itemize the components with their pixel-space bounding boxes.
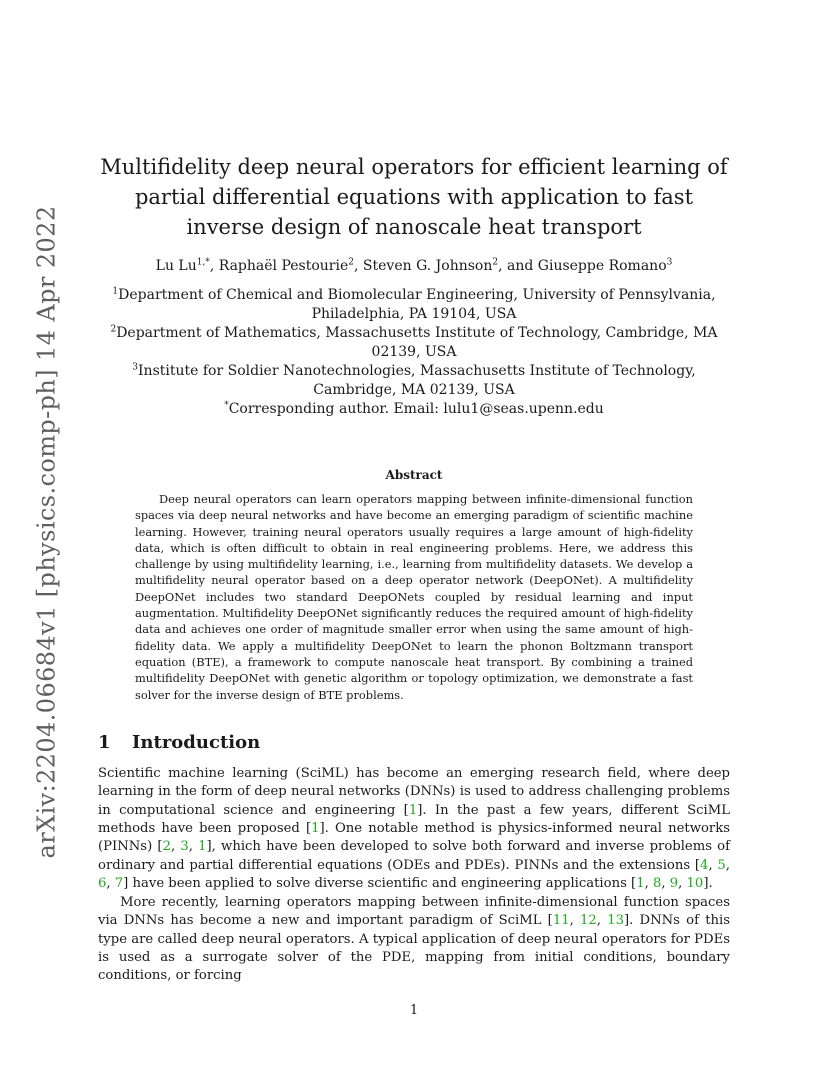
affiliation-text: Department of Mathematics, Massachusetts Institute of Technology, Cambridge, MA 02139, USA bbox=[116, 325, 718, 360]
author-list bbox=[98, 256, 730, 276]
paragraph-text: ]. One notable method is physics-informed neural networks (PINNs) [ bbox=[98, 821, 730, 855]
paragraph-text: , bbox=[596, 913, 608, 929]
citation-link[interactable]: 8 bbox=[652, 876, 662, 892]
intro-paragraph-2 bbox=[98, 894, 730, 986]
author-affiliation-mark: 1,* bbox=[196, 257, 210, 268]
citation-link[interactable]: 6 bbox=[98, 876, 107, 892]
abstract-heading: Abstract bbox=[385, 468, 443, 482]
citation-link[interactable]: 1 bbox=[636, 876, 645, 892]
arxiv-identifier bbox=[26, 205, 66, 859]
paper-page bbox=[98, 0, 730, 986]
citation-link[interactable]: 4 bbox=[700, 857, 709, 873]
affiliation-text: Department of Chemical and Biomolecular Engineering, University of Pennsylvania, Philadelphia, PA 19104, USA bbox=[118, 287, 716, 322]
affiliation-text: Corresponding author. Email: lulu1@seas.upenn.edu bbox=[228, 401, 604, 417]
affiliation bbox=[98, 362, 730, 400]
paragraph-text: , bbox=[678, 876, 687, 892]
paragraph-text: More recently, learning operators mapping between infinite-dimensional function spaces via DNNs has become a new and important paradigm of SciML [ bbox=[98, 894, 730, 929]
paragraph-text: ]. In the past a few years, different SciML methods have been proposed [ bbox=[98, 802, 730, 837]
author-name: Raphaël Pestourie bbox=[218, 258, 349, 274]
citation-link[interactable]: 1 bbox=[198, 839, 207, 855]
abstract-body: Deep neural operators can learn operators mapping between infinite-dimensional function spaces via deep neural networks and have become an emerging paradigm of scientific machine learning. However, training neural operators usually requires a large amount of high-fidelity data, which is often difficult to obtain in real engineering problems. Here, we address this challenge by using multifidelity learning, i.e., learning from multifidelity datasets. We develop a multifidelity neural operator based on a deep operator network (DeepONet). A multifidelity DeepONet includes two standard DeepONets coupled by residual learning and input augmentation. Multifidelity DeepONet significantly reduces the required amount of high-fidelity data and achieves one order of magnitude smaller error when using the same amount of high-fidelity data. We apply a multifidelity DeepONet to learn the phonon Boltzmann transport equation (BTE), a framework to compute nanoscale heat transport. By combining a trained multifidelity DeepONet with genetic algorithm or topology optimization, we demonstrate a fast solver for the inverse design of BTE problems. bbox=[135, 492, 693, 702]
citation-link[interactable]: 9 bbox=[669, 876, 679, 892]
intro-paragraph-1 bbox=[98, 765, 730, 894]
author-separator: , and bbox=[498, 258, 538, 274]
author-affiliation-mark: 2 bbox=[348, 257, 354, 268]
paragraph-text: , bbox=[708, 857, 718, 873]
affiliation bbox=[98, 400, 730, 419]
paragraph-text: , bbox=[188, 839, 199, 855]
citation-link[interactable]: 1 bbox=[408, 802, 418, 818]
page-number: 1 bbox=[409, 1003, 419, 1018]
section-heading bbox=[98, 731, 730, 755]
paper-title: Multifidelity deep neural operators for efficient learning of partial differential equations with application to fast inverse design of nanoscale heat transport bbox=[100, 155, 728, 239]
affiliation-list bbox=[98, 286, 730, 419]
affiliation bbox=[98, 324, 730, 362]
citation-link[interactable]: 2 bbox=[162, 839, 171, 855]
citation-link[interactable]: 5 bbox=[717, 857, 726, 873]
paragraph-text: ]. DNNs of this type are called deep neural operators. A typical application of deep neural operators for PDEs is used as a surrogate solver of the PDE, mapping from initial conditions, boundary conditions, or forcing bbox=[98, 913, 730, 984]
citation-link[interactable]: 12 bbox=[580, 913, 597, 929]
citation-link[interactable]: 10 bbox=[686, 876, 704, 892]
author-separator: , bbox=[209, 258, 219, 274]
citation-link[interactable]: 1 bbox=[311, 821, 320, 837]
affiliation-mark: 2 bbox=[110, 324, 117, 335]
author-name: Giuseppe Romano bbox=[537, 258, 667, 274]
paragraph-text: , bbox=[725, 857, 730, 873]
author-name: Steven G. Johnson bbox=[362, 258, 493, 274]
section-title: Introduction bbox=[132, 731, 261, 753]
citation-link[interactable]: 3 bbox=[180, 839, 189, 855]
affiliation-mark: 3 bbox=[132, 362, 139, 373]
affiliation-mark: 1 bbox=[112, 286, 119, 297]
paragraph-text: , bbox=[661, 876, 670, 892]
paragraph-text: ], which have been developed to solve both forward and inverse problems of ordinary and partial differential equations (ODEs and PDEs). PINNs and the extensions [ bbox=[98, 839, 731, 873]
author-separator: , bbox=[354, 258, 363, 274]
citation-link[interactable]: 13 bbox=[607, 913, 624, 929]
paragraph-text: , bbox=[170, 839, 181, 855]
paragraph-text: , bbox=[644, 876, 653, 892]
citation-link[interactable]: 11 bbox=[552, 913, 570, 929]
author-affiliation-mark: 3 bbox=[666, 257, 673, 268]
affiliation-text: Institute for Soldier Nanotechnologies, Massachusetts Institute of Technology, Cambridge, MA 02139, USA bbox=[138, 363, 696, 398]
paragraph-text: , bbox=[569, 913, 581, 929]
paragraph-text: , bbox=[106, 876, 115, 892]
affiliation-mark: * bbox=[224, 400, 229, 411]
section-number: 1 bbox=[98, 731, 111, 753]
paragraph-text: Scientific machine learning (SciML) has become an emerging research field, where deep learning in the form of deep neural networks (DNNs) is used to address challenging problems in computational science and engineering [ bbox=[98, 765, 730, 818]
arxiv-identifier-text: arXiv:2204.06684v1 [physics.comp-ph] 14 Apr 2022 bbox=[32, 205, 60, 859]
author-name: Lu Lu bbox=[155, 258, 197, 274]
author-affiliation-mark: 2 bbox=[492, 257, 499, 268]
citation-link[interactable]: 7 bbox=[114, 876, 124, 892]
paragraph-text: ]. bbox=[703, 876, 713, 892]
affiliation bbox=[98, 286, 730, 324]
paragraph-text: ] have been applied to solve diverse scientific and engineering applications [ bbox=[123, 876, 637, 892]
